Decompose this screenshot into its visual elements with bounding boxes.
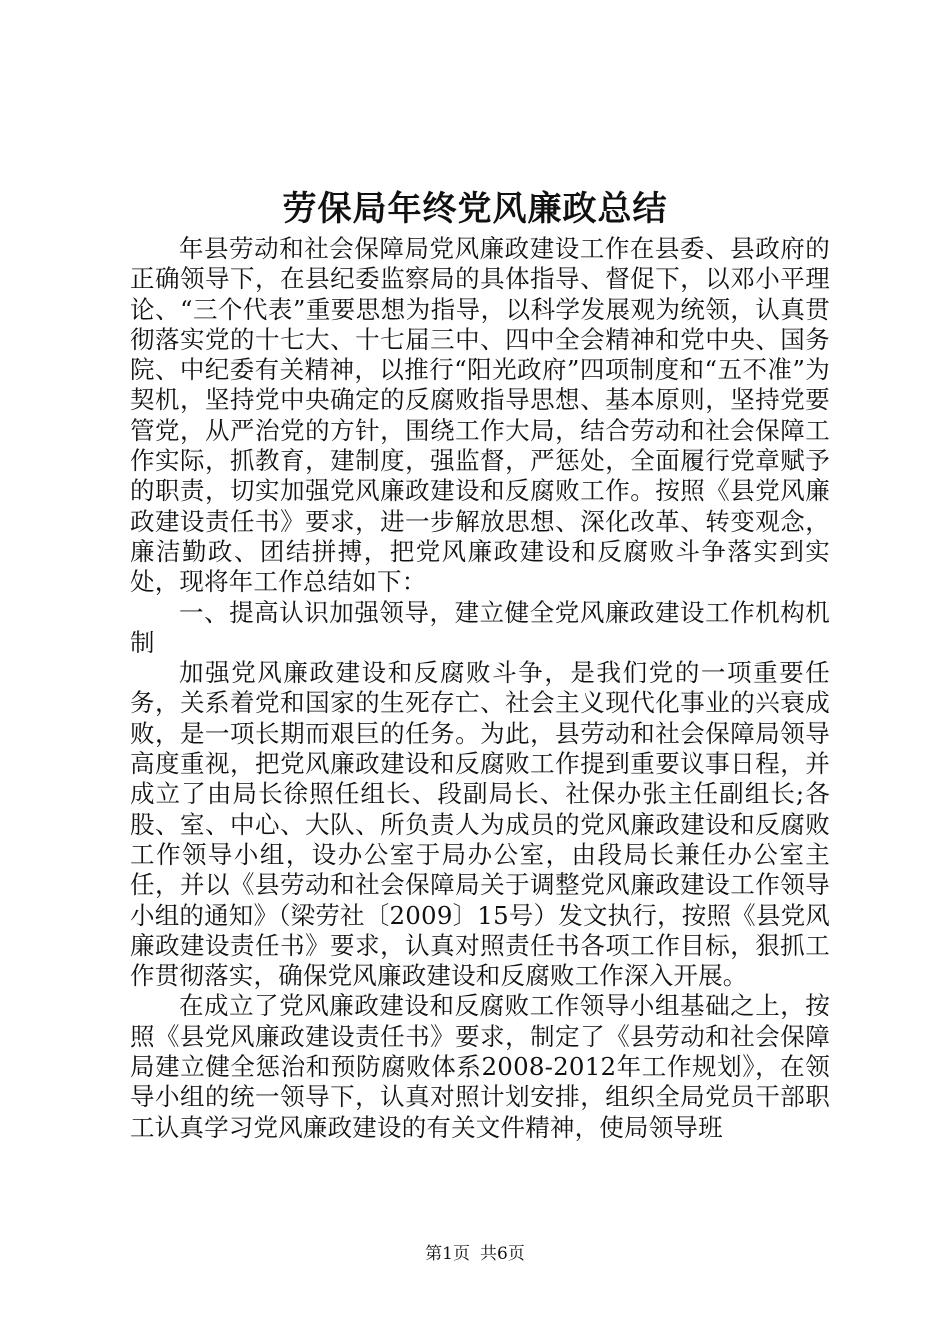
page-total: 共6页 bbox=[480, 1244, 525, 1264]
body-paragraph: 年县劳动和社会保障局党风廉政建设工作在县委、县政府的正确领导下，在县纪委监察局的具体指导、督促下，以邓小平理论、“三个代表”重要思想为指导，以科学发展观为统领，认真贯彻落实党的十七大、十七届三中、四中全会精神和党中央、国务院、中纪委有关精神，以推行“阳光政府”四项制度和“五不准”为契机，坚持党中央确定的反腐败指导思想、基本原则，坚持党要管党，从严治党的方针，围绕工作大局，结合劳动和社会保障工作实际，抓教育，建制度，强监督，严惩处，全面履行党章赋予的职责，切实加强党风廉政建设和反腐败工作。按照《县党风廉政建设责任书》要求，进一步解放思想、深化改革、转变观念，廉洁勤政、团结拼搏，把党风廉政建设和反腐败斗争落实到实处，现将年工作总结如下： bbox=[130, 234, 830, 597]
document-title: 劳保局年终党风廉政总结 bbox=[282, 189, 668, 229]
section-heading: 一、提高认识加强领导，建立健全党风廉政建设工作机构机制 bbox=[130, 597, 830, 657]
body-paragraph: 在成立了党风廉政建设和反腐败工作领导小组基础之上，按照《县党风廉政建设责任书》要求，制定了《县劳动和社会保障局建立健全惩治和预防腐败体系2008-2012年工作规划》，在领导小组的统一领导下，认真对照计划安排，组织全局党员干部职工认真学习党风廉政建设的有关文件精神，使局领导班 bbox=[130, 991, 830, 1142]
page-footer bbox=[0, 1242, 950, 1266]
body-paragraph: 加强党风廉政建设和反腐败斗争，是我们党的一项重要任务，关系着党和国家的生死存亡、社会主义现代化事业的兴衰成败，是一项长期而艰巨的任务。为此，县劳动和社会保障局领导高度重视，把党风廉政建设和反腐败工作提到重要议事日程，并成立了由局长徐照任组长、段副局长、社保办张主任副组长;各股、室、中心、大队、所负责人为成员的党风廉政建设和反腐败工作领导小组，设办公室于局办公室，由段局长兼任办公室主任，并以《县劳动和社会保障局关于调整党风廉政建设工作领导小组的通知》（梁劳社〔2009〕15号）发文执行，按照《县党风廉政建设责任书》要求，认真对照责任书各项工作目标，狠抓工作贯彻落实，确保党风廉政建设和反腐败工作深入开展。 bbox=[130, 658, 830, 991]
page-number: 第1页 bbox=[425, 1244, 470, 1264]
document-body bbox=[130, 234, 830, 1143]
